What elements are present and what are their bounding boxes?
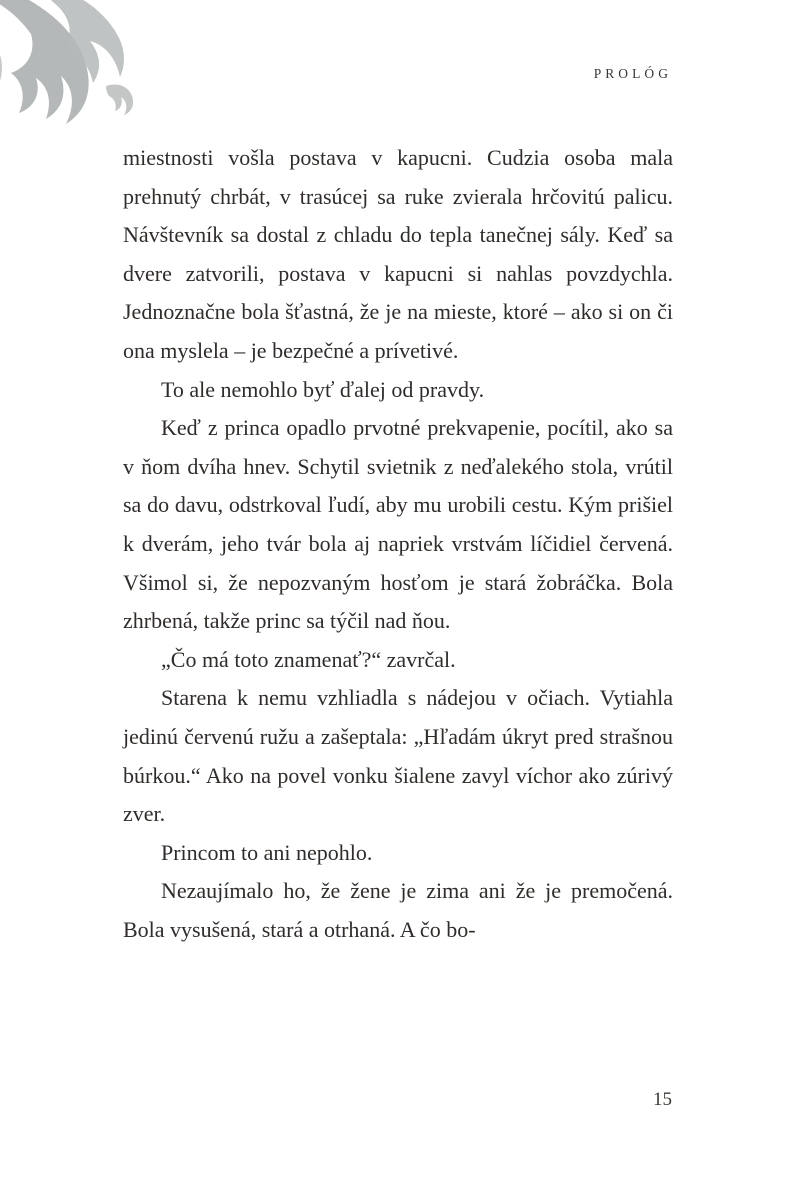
page-number: 15: [653, 1089, 672, 1110]
running-head-prolog: PROLÓG: [593, 66, 672, 81]
body-paragraph: „Čo má toto znamenať?“ zavrčal.: [161, 646, 456, 672]
body-paragraph: Starena k nemu vzhliadla s nádejou v očiach. Vytiahla jedinú červenú ružu a zašeptala: „Hľadám úkryt pred strašnou búrkou.“ Ako na povel vonku šialene zavyl víchor ako zúrivý zver.: [123, 685, 673, 827]
body-paragraph: Nezaujímalo ho, že žene je zima ani že je premočená. Bola vysušená, stará a otrhaná. A čo bo-: [123, 878, 673, 942]
body-paragraph: Keď z princa opadlo prvotné prekvapenie, pocítil, ako sa v ňom dvíha hnev. Schytil svietnik z neďalekého stola, vrútil sa do davu, odstrkoval ľudí, aby mu urobili cestu. Kým prišiel k dverám, jeho tvár bola aj napriek vrstvám líčidiel červená. Všimol si, že nepozvaným hosťom je stará žobráčka. Bola zhrbená, takže princ sa týčil nad ňou.: [123, 415, 673, 634]
body-paragraph: Princom to ani nepohlo.: [161, 839, 373, 865]
body-paragraph: To ale nemohlo byť ďalej od pravdy.: [161, 376, 485, 402]
corner-flourish-icon: [0, 0, 163, 150]
body-paragraph: miestnosti vošla postava v kapucni. Cudzia osoba mala prehnutý chrbát, v trasúcej sa ruke zvierala hrčovitú palicu. Návštevník sa dostal z chladu do tepla tanečnej sály. Keď sa dvere zatvorili, postava v kapucni si nahlas povzdychla. Jednoznačne bola šťastná, že je na mieste, ktoré – ako si on či ona myslela – je bezpečné a prívetivé.: [123, 145, 673, 363]
page-body-text: [123, 139, 673, 949]
